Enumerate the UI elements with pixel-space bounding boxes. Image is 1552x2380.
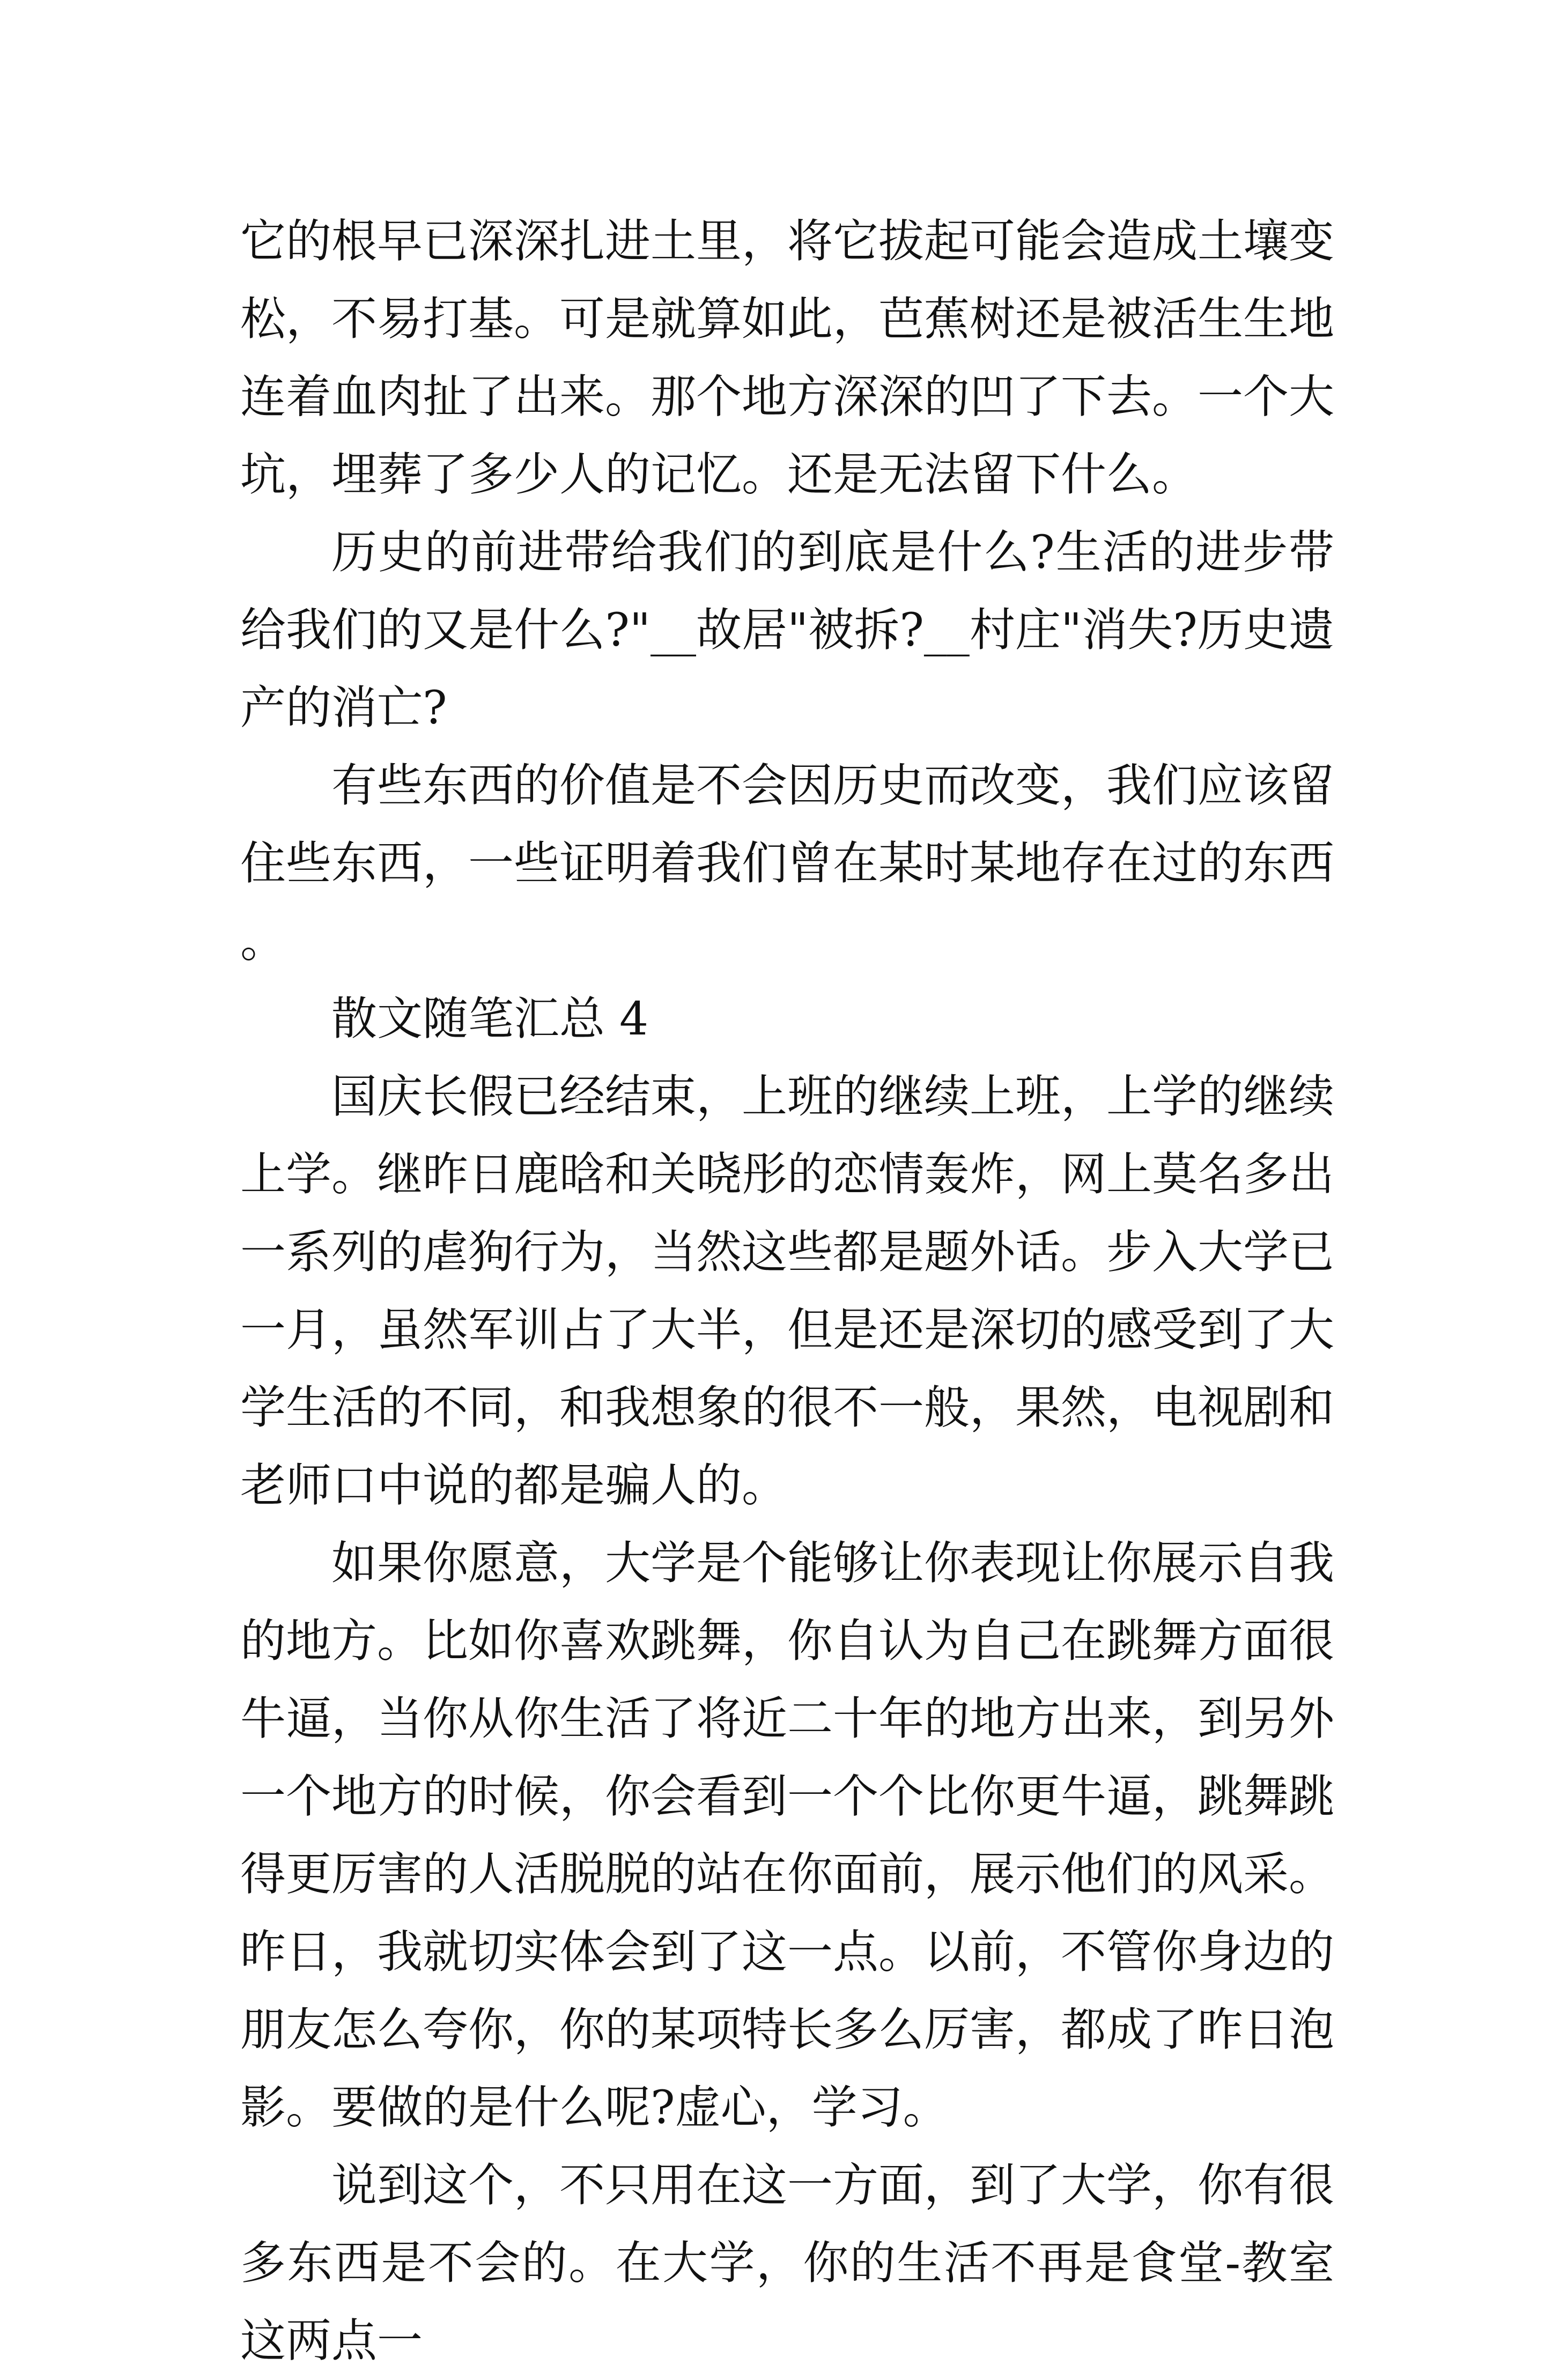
body-text	[240, 203, 1334, 2380]
paragraph-3: 有些东西的价值是不会因历史而改变，我们应该留住些东西，一些证明着我们曾在某时某地存在过的东西。	[240, 759, 1335, 968]
paragraph-4: 国庆长假已经结束，上班的继续上班，上学的继续上学。继昨日鹿晗和关晓彤的恋情轰炸，网上莫名多出一系列的虐狗行为，当然这些都是题外话。步入大学已一月，虽然军训占了大半，但是还是深切的感受到了大学生活的不同，和我想象的很不一般，果然，电视剧和老师口中说的都是骗人的。	[240, 1070, 1335, 1512]
paragraph-2: 历史的前进带给我们的到底是什么?生活的进步带给我们的又是什么?"__故居"被拆?__村庄"消失?历史遗产的消亡?	[240, 526, 1334, 735]
section-heading: 散文随笔汇总 4	[331, 993, 649, 1046]
paragraph-6: 说到这个，不只用在这一方面，到了大学，你有很多东西是不会的。在大学，你的生活不再是食堂-教室这两点一	[240, 2159, 1335, 2368]
paragraph-5: 如果你愿意，大学是个能够让你表现让你展示自我的地方。比如你喜欢跳舞，你自认为自己在跳舞方面很牛逼，当你从你生活了将近二十年的地方出来，到另外一个地方的时候，你会看到一个个比你更牛逼，跳舞跳得更厉害的人活脱脱的站在你面前，展示他们的风采。昨日，我就切实体会到了这一点。以前，不管你身边的朋友怎么夸你，你的某项特长多么厉害，都成了昨日泡影。要做的是什么呢?虚心，学习。	[240, 1537, 1335, 2134]
paragraph-1: 它的根早已深深扎进土里，将它拔起可能会造成土壤变松，不易打基。可是就算如此，芭蕉树还是被活生生地连着血肉扯了出来。那个地方深深的凹了下去。一个大坑，埋葬了多少人的记忆。还是无法留下什么。	[240, 215, 1335, 501]
